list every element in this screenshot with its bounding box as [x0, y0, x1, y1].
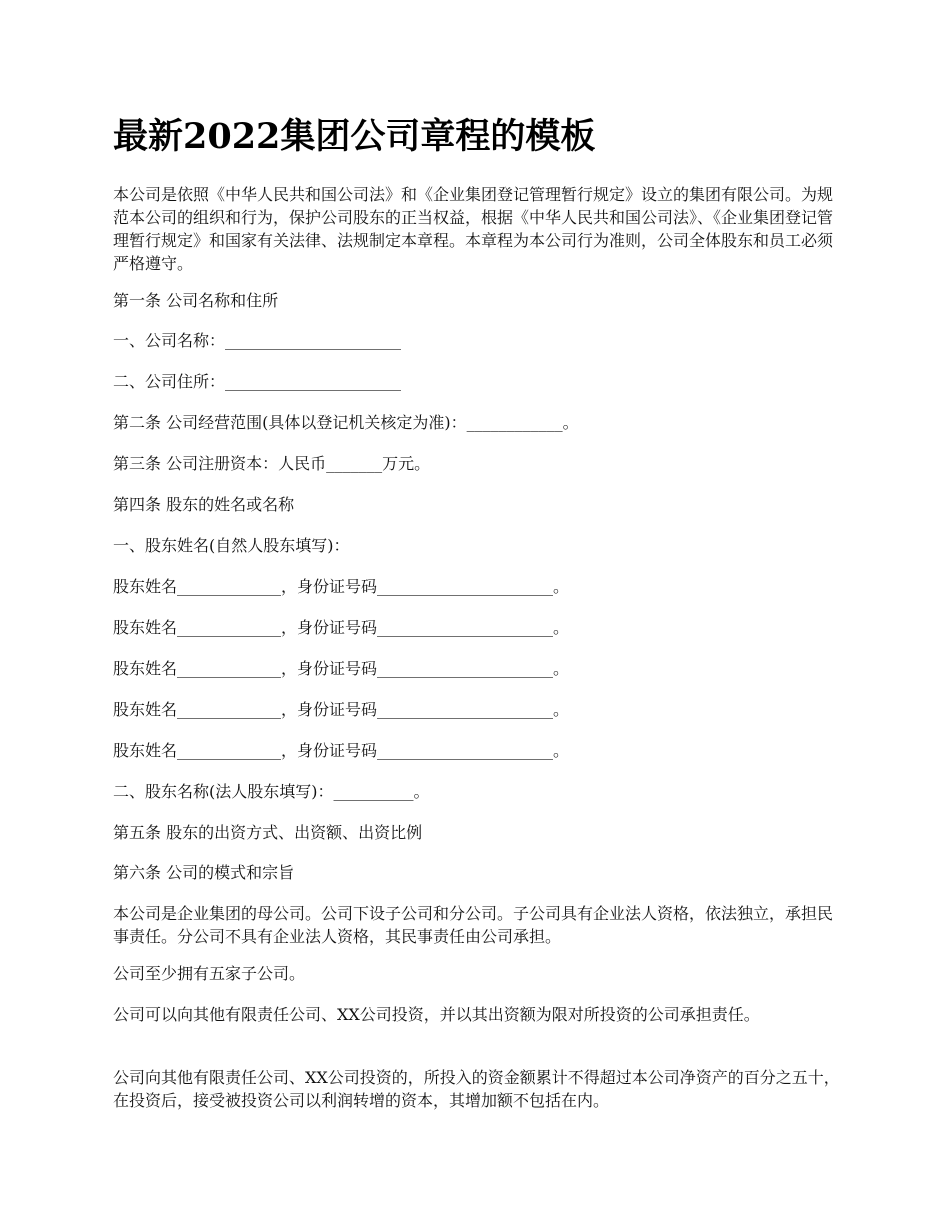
shareholder-line-4: 股东姓名_____________，身份证号码______________________。	[113, 700, 570, 719]
shareholder-line-5: 股东姓名_____________，身份证号码______________________。	[113, 741, 570, 760]
legal-person-shareholder-line: 二、股东名称(法人股东填写)：__________。	[113, 782, 430, 801]
shareholder-line-1: 股东姓名_____________，身份证号码______________________。	[113, 577, 570, 596]
intro-paragraph: 本公司是依照《中华人民共和国公司法》和《企业集团登记管理暂行规定》设立的集团有限公司。为规范本公司的组织和行为，保护公司股东的正当权益，根据《中华人民共和国公司法》、《企业集团登记管理暂行规定》和国家有关法律、法规制定本章程。本章程为本公司行为准则，公司全体股东和员工必须严格遵守。	[113, 185, 834, 273]
article-3-registered-capital: 第三条 公司注册资本：人民币_______万元。	[113, 454, 431, 473]
parent-company-paragraph: 本公司是企业集团的母公司。公司下设子公司和分公司。子公司具有企业法人资格，依法独立，承担民事责任。分公司不具有企业法人资格，其民事责任由公司承担。	[113, 904, 834, 946]
subsidiary-count-paragraph: 公司至少拥有五家子公司。	[113, 964, 306, 983]
company-name-line: 一、公司名称：______________________	[113, 331, 402, 350]
article-4-heading: 第四条 股东的姓名或名称	[113, 495, 295, 514]
investment-limit-paragraph: 公司向其他有限责任公司、XX公司投资的，所投入的资金额累计不得超过本公司净资产的百分之五十，在投资后，接受被投资公司以利润转增的资本，其增加额不包括在内。	[113, 1068, 840, 1110]
company-address-line: 二、公司住所：______________________	[113, 372, 402, 391]
document-title: 最新2022集团公司章程的模板	[113, 116, 596, 157]
shareholder-line-3: 股东姓名_____________，身份证号码______________________。	[113, 659, 570, 678]
investment-paragraph: 公司可以向其他有限责任公司、XX公司投资，并以其出资额为限对所投资的公司承担责任。	[113, 1005, 760, 1024]
article-5-heading: 第五条 股东的出资方式、出资额、出资比例	[113, 823, 423, 842]
article-1-heading: 第一条 公司名称和住所	[113, 291, 279, 310]
natural-person-shareholder-heading: 一、股东姓名(自然人股东填写)：	[113, 536, 350, 555]
shareholder-line-2: 股东姓名_____________，身份证号码______________________。	[113, 618, 570, 637]
article-2-business-scope: 第二条 公司经营范围(具体以登记机关核定为准)：____________。	[113, 413, 579, 432]
article-6-heading: 第六条 公司的模式和宗旨	[113, 863, 295, 882]
